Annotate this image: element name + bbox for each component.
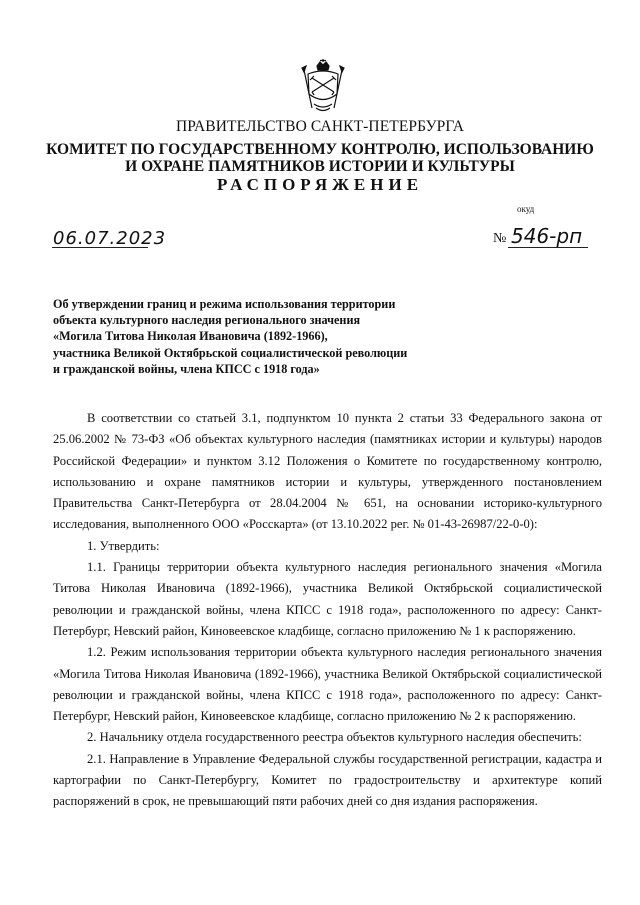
subject-line: «Могила Титова Николая Ивановича (1892-1966), [53, 329, 328, 344]
clause-1-1: 1.1. Границы территории объекта культурного наследия регионального значения «Могила Титова Николая Ивановича (1892-1966), участника Великой Октябрьской социалистической революции и гражданской войны, члена КПСС с 1918 года», расположенного по адресу: Санкт-Петербург, Невский район, Киновеевское кладбище, согласно приложению № 1 к распоряжению. [53, 560, 602, 638]
committee-line-2: И ОХРАНЕ ПАМЯТНИКОВ ИСТОРИИ И КУЛЬТУРЫ [125, 158, 515, 175]
subject-line: объекта культурного наследия регионального значения [53, 313, 361, 328]
subject-line: и гражданской войны, члена КПСС с 1918 года» [53, 361, 320, 376]
committee-line-1: КОМИТЕТ ПО ГОСУДАРСТВЕННОМУ КОНТРОЛЮ, ИСПОЛЬЗОВАНИЮ [46, 141, 594, 158]
committee-name [40, 141, 600, 175]
number-underline [508, 247, 588, 248]
coat-of-arms-icon [298, 58, 348, 116]
preamble-paragraph: В соответствии со статьей 3.1, подпунктом 10 пункта 2 статьи 33 Федерального закона от 25.06.2002 № 73-ФЗ «Об объектах культурного наследия (памятниках истории и культуры) народов Российской Федерации» и пунктом 3.12 Положения о Комитете по государственному контролю, использованию и охране памятников истории и культуры, утвержденного постановлением Правительства Санкт-Петербурга от 28.04.2004 № 651, на основании историко-культурного исследования, выполненного ООО «Росскарта» (от 13.10.2022 рег. № 01-43-26987/22-0-0): [53, 411, 602, 532]
government-name: ПРАВИТЕЛЬСТВО САНКТ-ПЕТЕРБУРГА [175, 118, 465, 135]
clause-2-1: 2.1. Направление в Управление Федеральной службы государственной регистрации, кадастра и картографии по Санкт-Петербургу, Комитет по градостроительству и архитектуре копий распоряжений в срок, не превышающий пяти рабочих дней со дня издания распоряжения. [53, 751, 602, 809]
document-date: 06.07.2023 [53, 228, 167, 249]
document-subject [53, 296, 453, 377]
document-type-title: РАСПОРЯЖЕНИЕ [216, 175, 424, 194]
clause-1-2: 1.2. Режим использования территории объекта культурного наследия регионального значения «Могила Титова Николая Ивановича (1892-1966), участника Великой Октябрьской социалистической революции и гражданской войны, члена КПСС с 1918 года», расположенного по адресу: Санкт-Петербург, Невский район, Киновеевское кладбище, согласно приложению № 2 к распоряжению. [53, 645, 602, 724]
subject-line: участника Великой Октябрьской социалистической революции [53, 345, 408, 360]
subject-line: Об утверждении границ и режима использования территории [53, 297, 396, 311]
number-label: № [493, 231, 507, 246]
document-body [53, 408, 602, 813]
clause-2: 2. Начальнику отдела государственного реестра объектов культурного наследия обеспечить: [87, 730, 582, 745]
clause-1: 1. Утвердить: [87, 538, 160, 553]
okud-label: окуд [517, 204, 535, 214]
document-number: 546-рп [511, 224, 583, 248]
date-underline [52, 247, 148, 248]
